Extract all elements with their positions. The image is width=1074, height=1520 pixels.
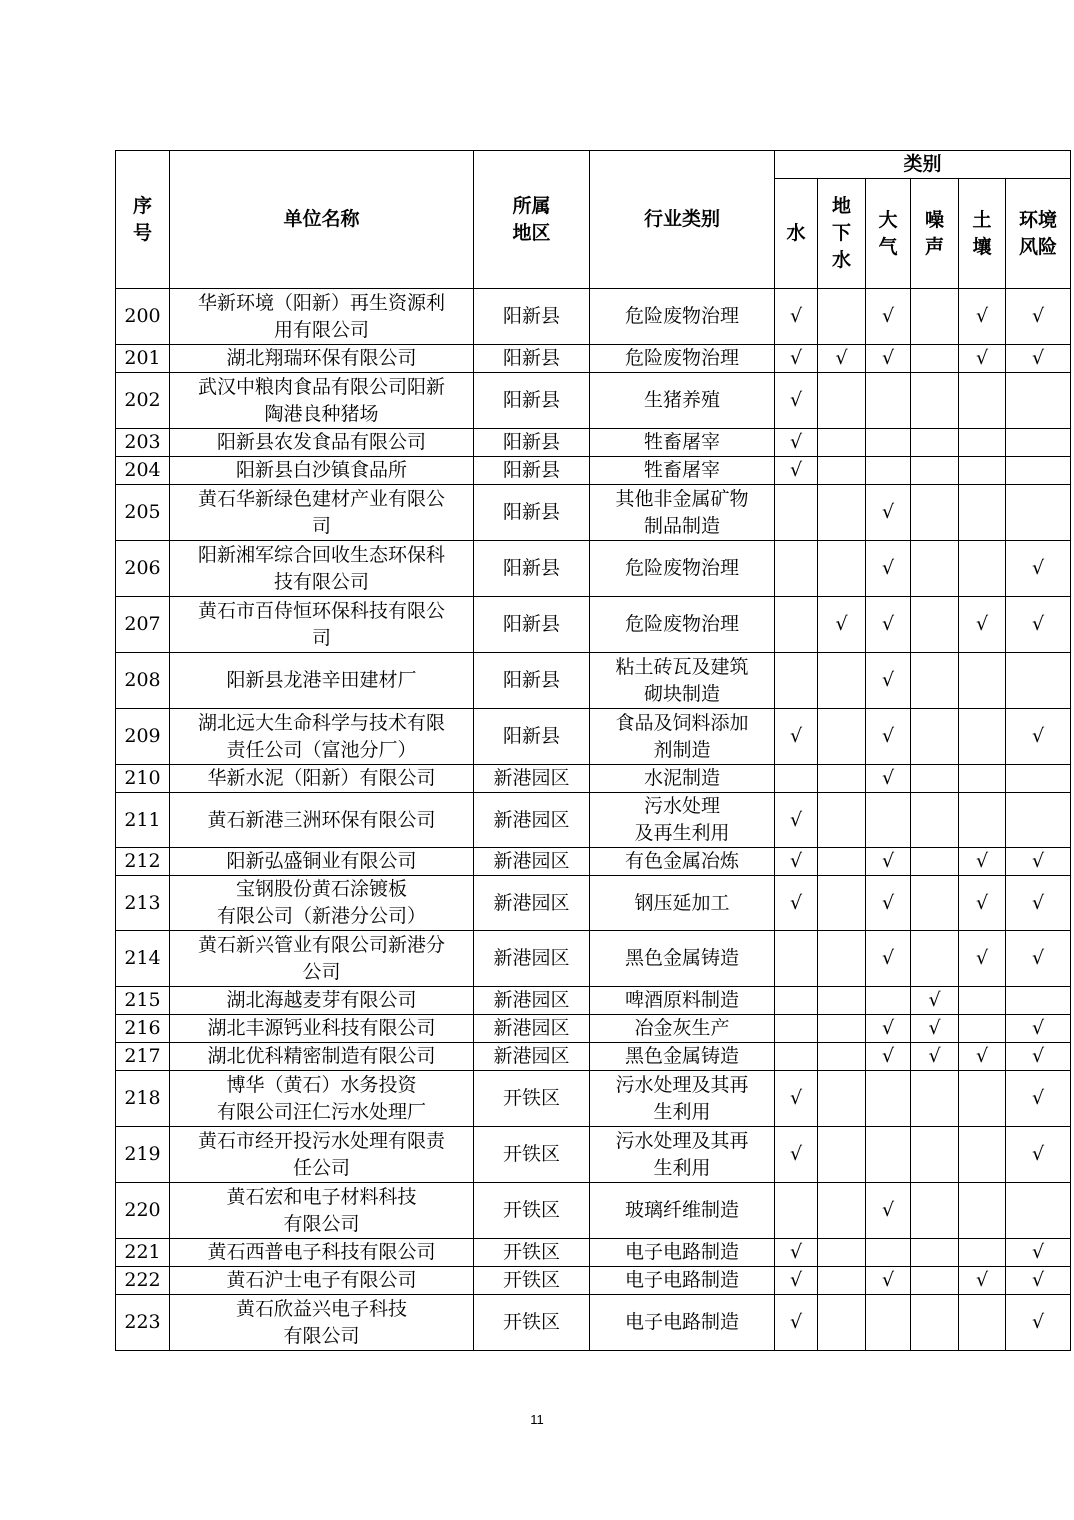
cell-region: 开铁区	[474, 1267, 590, 1295]
cell-seq: 206	[116, 541, 170, 597]
cell-soil	[959, 987, 1006, 1015]
cell-air	[866, 429, 911, 457]
cell-region: 阳新县	[474, 485, 590, 541]
cell-noise	[911, 848, 959, 876]
header-sub-groundwater: 地 下 水	[818, 179, 866, 289]
table-row	[116, 765, 1071, 793]
table-row	[116, 597, 1071, 653]
cell-water	[775, 485, 818, 541]
cell-noise	[911, 1239, 959, 1267]
cell-name: 黄石宏和电子材料科技 有限公司	[170, 1183, 474, 1239]
cell-seq: 216	[116, 1015, 170, 1043]
table-row	[116, 1015, 1071, 1043]
cell-soil	[959, 1239, 1006, 1267]
cell-env-risk: √	[1006, 931, 1071, 987]
cell-groundwater	[818, 1267, 866, 1295]
cell-industry: 电子电路制造	[590, 1239, 775, 1267]
cell-name: 黄石新兴管业有限公司新港分 公司	[170, 931, 474, 987]
cell-industry: 啤酒原料制造	[590, 987, 775, 1015]
cell-groundwater	[818, 876, 866, 931]
cell-water: √	[775, 848, 818, 876]
cell-industry: 危险废物治理	[590, 345, 775, 373]
cell-seq: 211	[116, 793, 170, 848]
cell-env-risk: √	[1006, 876, 1071, 931]
cell-air: √	[866, 876, 911, 931]
cell-water: √	[775, 1267, 818, 1295]
cell-noise: √	[911, 987, 959, 1015]
table-row	[116, 485, 1071, 541]
cell-env-risk: √	[1006, 289, 1071, 345]
cell-water: √	[775, 876, 818, 931]
header-region: 所属 地区	[474, 151, 590, 289]
cell-industry: 黑色金属铸造	[590, 1043, 775, 1071]
cell-industry: 牲畜屠宰	[590, 457, 775, 485]
cell-env-risk: √	[1006, 1071, 1071, 1127]
table-row	[116, 457, 1071, 485]
cell-groundwater	[818, 1239, 866, 1267]
cell-soil	[959, 709, 1006, 765]
cell-industry: 食品及饲料添加 剂制造	[590, 709, 775, 765]
cell-water: √	[775, 1127, 818, 1183]
cell-name: 湖北丰源钙业科技有限公司	[170, 1015, 474, 1043]
table-row	[116, 653, 1071, 709]
cell-water: √	[775, 1071, 818, 1127]
cell-noise	[911, 1183, 959, 1239]
cell-name: 黄石市经开投污水处理有限责 任公司	[170, 1127, 474, 1183]
cell-water: √	[775, 793, 818, 848]
cell-soil	[959, 373, 1006, 429]
cell-soil: √	[959, 597, 1006, 653]
cell-name: 阳新弘盛铜业有限公司	[170, 848, 474, 876]
table-row	[116, 848, 1071, 876]
cell-groundwater	[818, 1127, 866, 1183]
cell-env-risk: √	[1006, 1127, 1071, 1183]
table-row	[116, 709, 1071, 765]
cell-name: 黄石新港三洲环保有限公司	[170, 793, 474, 848]
cell-air: √	[866, 1267, 911, 1295]
cell-water: √	[775, 1239, 818, 1267]
cell-noise	[911, 1071, 959, 1127]
cell-groundwater	[818, 1015, 866, 1043]
cell-soil: √	[959, 1043, 1006, 1071]
cell-water	[775, 931, 818, 987]
cell-region: 开铁区	[474, 1127, 590, 1183]
cell-seq: 217	[116, 1043, 170, 1071]
cell-name: 湖北翔瑞环保有限公司	[170, 345, 474, 373]
cell-industry: 危险废物治理	[590, 597, 775, 653]
cell-noise	[911, 541, 959, 597]
cell-noise	[911, 876, 959, 931]
cell-noise	[911, 709, 959, 765]
cell-water	[775, 1043, 818, 1071]
cell-soil	[959, 1071, 1006, 1127]
page-number: 11	[530, 1412, 544, 1427]
table-row	[116, 1127, 1071, 1183]
cell-noise	[911, 765, 959, 793]
table-row	[116, 429, 1071, 457]
cell-groundwater	[818, 1071, 866, 1127]
cell-name: 宝钢股份黄石涂镀板 有限公司（新港分公司）	[170, 876, 474, 931]
cell-name: 华新水泥（阳新）有限公司	[170, 765, 474, 793]
cell-industry: 污水处理及其再 生利用	[590, 1127, 775, 1183]
cell-env-risk	[1006, 793, 1071, 848]
cell-industry: 玻璃纤维制造	[590, 1183, 775, 1239]
cell-seq: 200	[116, 289, 170, 345]
cell-groundwater: √	[818, 597, 866, 653]
table-row	[116, 1267, 1071, 1295]
cell-groundwater	[818, 709, 866, 765]
cell-name: 湖北海越麦芽有限公司	[170, 987, 474, 1015]
cell-air	[866, 373, 911, 429]
cell-air: √	[866, 541, 911, 597]
cell-name: 武汉中粮肉食品有限公司阳新 陶港良种猪场	[170, 373, 474, 429]
cell-region: 新港园区	[474, 765, 590, 793]
cell-region: 新港园区	[474, 987, 590, 1015]
cell-env-risk	[1006, 987, 1071, 1015]
cell-industry: 粘土砖瓦及建筑 砌块制造	[590, 653, 775, 709]
cell-region: 新港园区	[474, 876, 590, 931]
cell-water	[775, 1183, 818, 1239]
cell-air	[866, 1127, 911, 1183]
cell-env-risk: √	[1006, 1267, 1071, 1295]
cell-seq: 220	[116, 1183, 170, 1239]
cell-air: √	[866, 653, 911, 709]
cell-seq: 203	[116, 429, 170, 457]
cell-seq: 223	[116, 1295, 170, 1351]
header-sub-air: 大 气	[866, 179, 911, 289]
table-row	[116, 1295, 1071, 1351]
cell-soil	[959, 793, 1006, 848]
cell-env-risk	[1006, 373, 1071, 429]
cell-noise	[911, 345, 959, 373]
cell-water: √	[775, 289, 818, 345]
cell-water: √	[775, 429, 818, 457]
header-industry: 行业类别	[590, 151, 775, 289]
cell-region: 新港园区	[474, 1043, 590, 1071]
cell-industry: 危险废物治理	[590, 289, 775, 345]
cell-groundwater	[818, 289, 866, 345]
cell-water	[775, 541, 818, 597]
cell-noise	[911, 793, 959, 848]
cell-industry: 有色金属冶炼	[590, 848, 775, 876]
cell-noise	[911, 1127, 959, 1183]
cell-groundwater	[818, 457, 866, 485]
cell-industry: 钢压延加工	[590, 876, 775, 931]
cell-air: √	[866, 597, 911, 653]
cell-air	[866, 1295, 911, 1351]
header-sub-soil: 土 壤	[959, 179, 1006, 289]
cell-env-risk: √	[1006, 345, 1071, 373]
cell-industry: 冶金灰生产	[590, 1015, 775, 1043]
cell-env-risk: √	[1006, 1295, 1071, 1351]
cell-noise	[911, 1267, 959, 1295]
cell-air: √	[866, 289, 911, 345]
cell-soil	[959, 1183, 1006, 1239]
table-row	[116, 345, 1071, 373]
cell-water	[775, 653, 818, 709]
table-row	[116, 541, 1071, 597]
cell-region: 阳新县	[474, 289, 590, 345]
cell-seq: 221	[116, 1239, 170, 1267]
cell-env-risk: √	[1006, 597, 1071, 653]
cell-seq: 205	[116, 485, 170, 541]
cell-air: √	[866, 485, 911, 541]
cell-industry: 污水处理 及再生利用	[590, 793, 775, 848]
cell-region: 阳新县	[474, 345, 590, 373]
cell-soil	[959, 1015, 1006, 1043]
cell-name: 湖北优科精密制造有限公司	[170, 1043, 474, 1071]
table-row	[116, 876, 1071, 931]
cell-soil	[959, 653, 1006, 709]
cell-soil: √	[959, 345, 1006, 373]
header-name: 单位名称	[170, 151, 474, 289]
cell-air: √	[866, 765, 911, 793]
table-body	[116, 289, 1071, 1351]
cell-env-risk	[1006, 653, 1071, 709]
cell-industry: 危险废物治理	[590, 541, 775, 597]
table-row	[116, 931, 1071, 987]
cell-air: √	[866, 931, 911, 987]
cell-noise	[911, 289, 959, 345]
header-seq: 序 号	[116, 151, 170, 289]
cell-noise: √	[911, 1043, 959, 1071]
cell-env-risk: √	[1006, 1015, 1071, 1043]
table-row	[116, 1043, 1071, 1071]
cell-air	[866, 1071, 911, 1127]
cell-region: 阳新县	[474, 709, 590, 765]
cell-seq: 215	[116, 987, 170, 1015]
header-sub-env-risk: 环境 风险	[1006, 179, 1071, 289]
cell-name: 阳新湘军综合回收生态环保科 技有限公司	[170, 541, 474, 597]
cell-name: 黄石市百侍恒环保科技有限公 司	[170, 597, 474, 653]
cell-air	[866, 987, 911, 1015]
cell-region: 开铁区	[474, 1071, 590, 1127]
cell-name: 阳新县白沙镇食品所	[170, 457, 474, 485]
cell-groundwater	[818, 848, 866, 876]
cell-industry: 污水处理及其再 生利用	[590, 1071, 775, 1127]
cell-seq: 222	[116, 1267, 170, 1295]
cell-water: √	[775, 709, 818, 765]
cell-industry: 生猪养殖	[590, 373, 775, 429]
cell-water: √	[775, 1295, 818, 1351]
cell-seq: 219	[116, 1127, 170, 1183]
table-row	[116, 373, 1071, 429]
cell-seq: 210	[116, 765, 170, 793]
cell-groundwater	[818, 373, 866, 429]
cell-env-risk	[1006, 765, 1071, 793]
cell-env-risk: √	[1006, 1043, 1071, 1071]
cell-name: 阳新县农发食品有限公司	[170, 429, 474, 457]
cell-air: √	[866, 709, 911, 765]
cell-env-risk: √	[1006, 541, 1071, 597]
cell-region: 新港园区	[474, 1015, 590, 1043]
cell-groundwater	[818, 1043, 866, 1071]
cell-noise	[911, 931, 959, 987]
cell-seq: 201	[116, 345, 170, 373]
enterprise-table	[115, 150, 1071, 1351]
table-row	[116, 1071, 1071, 1127]
cell-soil	[959, 541, 1006, 597]
cell-industry: 牲畜屠宰	[590, 429, 775, 457]
cell-groundwater	[818, 429, 866, 457]
cell-noise	[911, 485, 959, 541]
cell-region: 阳新县	[474, 429, 590, 457]
cell-name: 博华（黄石）水务投资 有限公司汪仁污水处理厂	[170, 1071, 474, 1127]
table-header	[116, 151, 1071, 289]
cell-env-risk	[1006, 1183, 1071, 1239]
cell-water	[775, 597, 818, 653]
cell-seq: 218	[116, 1071, 170, 1127]
cell-industry: 水泥制造	[590, 765, 775, 793]
cell-env-risk: √	[1006, 848, 1071, 876]
cell-soil	[959, 1295, 1006, 1351]
cell-groundwater	[818, 541, 866, 597]
cell-env-risk: √	[1006, 709, 1071, 765]
cell-region: 阳新县	[474, 373, 590, 429]
cell-region: 新港园区	[474, 848, 590, 876]
cell-noise: √	[911, 1015, 959, 1043]
cell-water	[775, 987, 818, 1015]
cell-name: 华新环境（阳新）再生资源利 用有限公司	[170, 289, 474, 345]
cell-air: √	[866, 848, 911, 876]
header-category: 类别	[775, 151, 1071, 179]
header-sub-water: 水	[775, 179, 818, 289]
table-row	[116, 289, 1071, 345]
cell-industry: 其他非金属矿物 制品制造	[590, 485, 775, 541]
cell-region: 开铁区	[474, 1295, 590, 1351]
cell-soil: √	[959, 931, 1006, 987]
cell-groundwater	[818, 987, 866, 1015]
cell-region: 阳新县	[474, 653, 590, 709]
cell-groundwater	[818, 931, 866, 987]
cell-noise	[911, 429, 959, 457]
cell-seq: 204	[116, 457, 170, 485]
cell-soil: √	[959, 289, 1006, 345]
cell-air	[866, 457, 911, 485]
cell-region: 开铁区	[474, 1239, 590, 1267]
cell-seq: 209	[116, 709, 170, 765]
cell-soil	[959, 457, 1006, 485]
cell-region: 阳新县	[474, 597, 590, 653]
cell-soil	[959, 1127, 1006, 1183]
cell-region: 新港园区	[474, 931, 590, 987]
cell-soil: √	[959, 1267, 1006, 1295]
cell-seq: 214	[116, 931, 170, 987]
cell-soil	[959, 765, 1006, 793]
cell-water: √	[775, 457, 818, 485]
cell-groundwater	[818, 793, 866, 848]
header-sub-noise: 噪 声	[911, 179, 959, 289]
cell-env-risk: √	[1006, 1239, 1071, 1267]
cell-air: √	[866, 1183, 911, 1239]
cell-groundwater	[818, 653, 866, 709]
cell-seq: 213	[116, 876, 170, 931]
cell-water: √	[775, 345, 818, 373]
cell-soil: √	[959, 876, 1006, 931]
cell-water: √	[775, 373, 818, 429]
cell-seq: 212	[116, 848, 170, 876]
cell-water	[775, 1015, 818, 1043]
cell-noise	[911, 457, 959, 485]
cell-name: 黄石沪士电子有限公司	[170, 1267, 474, 1295]
cell-region: 新港园区	[474, 793, 590, 848]
cell-env-risk	[1006, 429, 1071, 457]
cell-industry: 黑色金属铸造	[590, 931, 775, 987]
cell-noise	[911, 1295, 959, 1351]
cell-noise	[911, 597, 959, 653]
cell-air: √	[866, 1043, 911, 1071]
cell-noise	[911, 653, 959, 709]
cell-region: 阳新县	[474, 541, 590, 597]
cell-soil	[959, 429, 1006, 457]
cell-air: √	[866, 345, 911, 373]
cell-noise	[911, 373, 959, 429]
cell-region: 阳新县	[474, 457, 590, 485]
cell-name: 黄石欣益兴电子科技 有限公司	[170, 1295, 474, 1351]
cell-seq: 207	[116, 597, 170, 653]
table-row	[116, 793, 1071, 848]
cell-env-risk	[1006, 457, 1071, 485]
cell-name: 黄石华新绿色建材产业有限公 司	[170, 485, 474, 541]
cell-air	[866, 1239, 911, 1267]
cell-env-risk	[1006, 485, 1071, 541]
table-row	[116, 1183, 1071, 1239]
cell-groundwater	[818, 485, 866, 541]
cell-air: √	[866, 1015, 911, 1043]
cell-groundwater	[818, 765, 866, 793]
cell-seq: 202	[116, 373, 170, 429]
cell-name: 黄石西普电子科技有限公司	[170, 1239, 474, 1267]
cell-name: 湖北远大生命科学与技术有限 责任公司（富池分厂）	[170, 709, 474, 765]
cell-groundwater: √	[818, 345, 866, 373]
cell-industry: 电子电路制造	[590, 1267, 775, 1295]
cell-groundwater	[818, 1295, 866, 1351]
table-row	[116, 1239, 1071, 1267]
cell-air	[866, 793, 911, 848]
cell-water	[775, 765, 818, 793]
cell-seq: 208	[116, 653, 170, 709]
cell-region: 开铁区	[474, 1183, 590, 1239]
cell-groundwater	[818, 1183, 866, 1239]
cell-industry: 电子电路制造	[590, 1295, 775, 1351]
cell-name: 阳新县龙港辛田建材厂	[170, 653, 474, 709]
table-row	[116, 987, 1071, 1015]
cell-soil: √	[959, 848, 1006, 876]
cell-soil	[959, 485, 1006, 541]
